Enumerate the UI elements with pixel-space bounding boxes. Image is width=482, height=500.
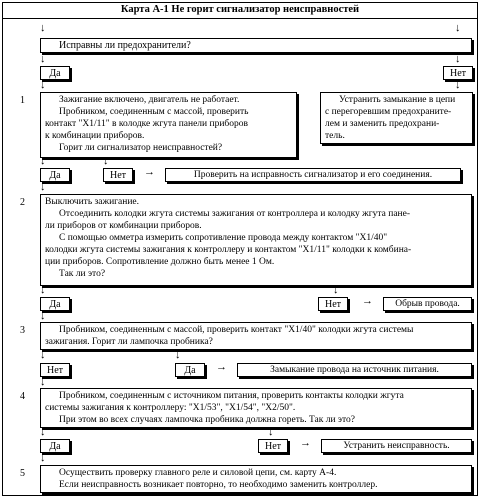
step-number: 1 xyxy=(20,95,25,106)
arrow-down-icon: ↓ xyxy=(40,310,46,322)
card-title: Карта А-1 Не горит сигнализатор неисправностей xyxy=(2,2,478,19)
yes-label: Да xyxy=(40,297,70,311)
arrow-down-icon: ↓ xyxy=(40,452,46,464)
arrow-down-icon: ↓ xyxy=(40,22,46,34)
step-number: 5 xyxy=(20,468,25,479)
arrow-right-icon: → xyxy=(144,166,155,178)
step-number: 4 xyxy=(20,391,25,402)
step-4-box: Пробником, соединенным с источником питания, проверить контакты колодки жгута системы зажигания к контроллеру: "X1/53", "X1/54", "X2/50". При этом во всех случаях лампочка пробника должна гореть. Так ли это? xyxy=(40,388,472,428)
arrow-down-icon: ↓ xyxy=(40,426,46,438)
yes-label: Да xyxy=(175,363,205,377)
arrow-down-icon: ↓ xyxy=(40,155,46,167)
result-open-wire: Обрыв провода. xyxy=(383,297,472,311)
step-number: 3 xyxy=(20,325,25,336)
arrow-down-icon: ↓ xyxy=(333,284,339,296)
step-number: 2 xyxy=(20,197,25,208)
arrow-right-icon: → xyxy=(362,295,373,307)
result-short-to-power: Замыкание провода на источник питания. xyxy=(237,363,472,377)
arrow-down-icon: ↓ xyxy=(268,426,274,438)
arrow-down-icon: ↓ xyxy=(40,53,46,65)
result-fix-fault: Устранить неисправность. xyxy=(321,439,472,453)
no-label: Нет xyxy=(40,363,70,377)
arrow-down-icon: ↓ xyxy=(40,284,46,296)
step-2-box: Выключить зажигание. Отсоединить колодки жгута системы зажигания от контроллера и колодку жгута пане- ли приборов от комбинации приборов. С помощью омметра измерить сопротивление провода между контактом "X1/40" колодки жгута системы зажигания к контроллеру и контактом "X1/11" колодки к комбина- ции приборов. Сопротивление должно быть менее 1 Ом. Так ли это? xyxy=(40,194,472,286)
step-1-box: Зажигание включено, двигатель не работает. Пробником, соединенным с массой, проверить контакт "X1/11" в колодке жгута панели приборов к комбинации приборов. Горит ли сигнализатор неисправностей? xyxy=(40,92,297,158)
arrow-down-icon: ↓ xyxy=(40,79,46,91)
yes-label: Да xyxy=(40,168,70,182)
question-fuses: Исправны ли предохранители? xyxy=(40,38,472,53)
arrow-down-icon: ↓ xyxy=(455,22,461,34)
no-label: Нет xyxy=(258,439,288,453)
fix-short-circuit-box: Устранить замыкание в цепи с перегоревшим предохраните- лем и заменить предохрани- тель. xyxy=(320,92,473,144)
yes-label: Да xyxy=(40,66,70,80)
arrow-right-icon: → xyxy=(300,437,311,449)
arrow-down-icon: ↓ xyxy=(175,349,181,361)
arrow-down-icon: ↓ xyxy=(103,155,109,167)
yes-label: Да xyxy=(40,439,70,453)
step-5-box: Осуществить проверку главного реле и силовой цепи, см. карту А-4. Если неисправность возникает повторно, то необходимо заменить контроллер. xyxy=(40,465,472,493)
arrow-right-icon: → xyxy=(216,361,227,373)
arrow-down-icon: ↓ xyxy=(40,181,46,193)
no-label: Нет xyxy=(443,66,473,80)
arrow-down-icon: ↓ xyxy=(455,79,461,91)
no-label: Нет xyxy=(103,168,133,182)
arrow-down-icon: ↓ xyxy=(40,376,46,388)
result-check-indicator: Проверить на исправность сигнализатор и его соединения. xyxy=(165,168,461,182)
no-label: Нет xyxy=(318,297,348,311)
step-3-box: Пробником, соединенным с массой, проверить контакт "X1/40" колодки жгута системы зажигания. Горит ли лампочка пробника? xyxy=(40,322,472,350)
arrow-down-icon: ↓ xyxy=(455,53,461,65)
arrow-down-icon: ↓ xyxy=(40,349,46,361)
